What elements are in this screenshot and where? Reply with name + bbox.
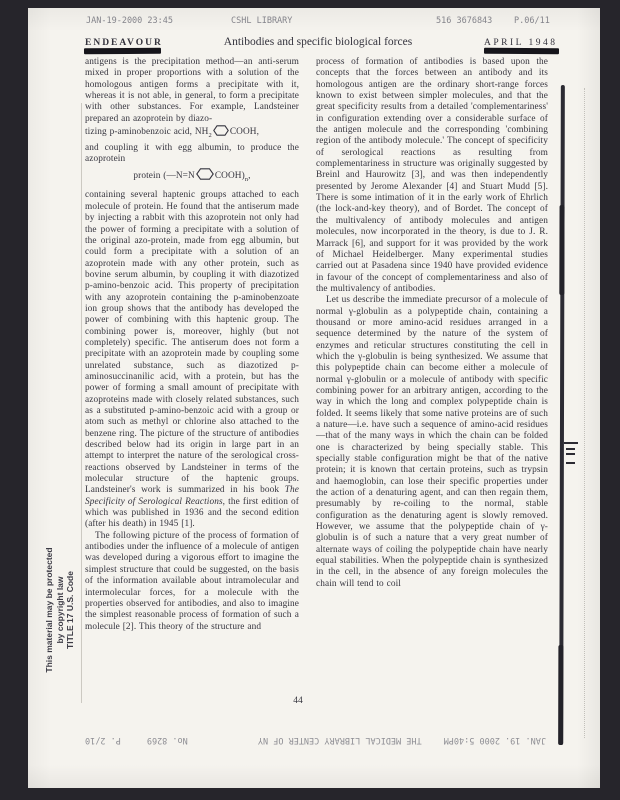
copyright-stamp-line: This material may be protected [44,547,54,673]
display-chemical-formula [85,168,299,188]
formula-text: protein (—N=N [133,170,195,181]
header-redaction-bar-left [84,48,161,55]
binding-tick-mark [564,442,578,444]
fax-footer-sender: THE MEDICAL LIBRARY CENTER OF NY [257,735,422,745]
formula-subscript: n [244,175,249,183]
left-column [85,57,299,633]
journal-name: ENDEAVOUR [85,38,163,48]
book-title-italic: The Specificity of Serological Reactions [85,485,299,507]
fax-header-phone: 516 3676843 [436,16,493,26]
header-redaction-bar-right [484,48,559,55]
formula-subscript: 2 [208,131,212,139]
formula-text: tizing p-aminobenzoic acid, NH [85,127,209,138]
copyright-stamp-line: TITLE 17 U.S. Code [65,571,75,649]
paragraph: process of formation of antibodies is based upon the concepts that the forces between an antibody and its homologous antigen are the ordinary short-range forces known to exist between simpler molecules, and that the great specificity results from a detailed 'complementariness' in configuration extending over a considerable surface of the antigen molecule and the corresponding 'combining region of the antibody molecule.' The concept of specificity of serological reactions as resulting from complementariness in structure was originally suggested by Breinl and Haurowitz [3], and was then independently presented by Jerome Alexander [4] and Stuart Mudd [5]. There is some intimation of it in the early work of Ehrlich (the lock-and-key theory), and of Bordet. The concept of the multivalency of antibody molecules and antigen molecules, now incorporated in the theory, is due to J. R. Marrack [6], and support for it was provided by the work of Michael Heidelberger. Many experimental studies carried out at Pasadena since 1940 have provided evidence in favour of the concept of complementariness and also of the multivalency of antibodies. [316,57,548,294]
scanned-page [28,8,600,788]
page-number: 44 [293,696,303,706]
fax-header-sender: CSHL LIBRARY [231,16,293,26]
copyright-stamp [44,535,78,685]
formula-text: , [248,170,251,181]
paragraph: Let us describe the immediate precursor of a molecule of normal γ-globulin as a polypeptide chain, containing a thousand or more amino-acid residues arranged in a sequence determined by the nature of the system of enzymes and reticular structures constituting the cell in which the γ-globulin is being synthesized. We assume that this polypeptide chain can become either a molecule of normal γ-globulin or a molecule of antibody with specific combining power for an arbitrary antigen, according to the way in which the long and complex polypeptide chain is folded. It seems likely that some native proteins are of such a nature—i.e. have such a sequence of amino-acid residues—that of the many ways in which the chain can be folded one is characterized by being specially stable. This specially stable configuration might be that of the native protein; it is known that certain proteins, such as trypsin and haemoglobin, can lose their specific properties under the action of a denaturing agent, and can then regain them, presumably by re-coiling to the normal, stable configuration as the denaturing agent is slowly removed. However, we assume that the polypeptide chain of γ-globulin is of such a nature that a very great number of alternate ways of coiling the polypeptide chain have nearly equal stabilities. When the polypeptide chain is synthesized in the cell, in the absence of any foreign molecules the chain will tend to coil [316,295,548,589]
formula-text: COOH, [229,127,260,138]
paragraph [85,190,299,530]
paragraph: antigens is the precipitation method—an anti-serum mixed in proper proportions with a solution of the homologous antigen forms a precipitate with it, whereas it is not able, in general, to form a precipitate with other substances. For example, Landsteiner prepared an azoprotein by diazo- [85,57,299,124]
paragraph: and coupling it with egg albumin, to produce the azoprotein [85,142,299,165]
benzene-ring-icon [213,125,229,142]
paragraph-text: containing several haptenic groups attached to each molecule of protein. He found that the antiserum made by injecting a rabbit with this azoprotein not only had the power of forming a precipitate with a solution of the original azo-protein, made from egg albumin, but could form a precipitate with a solution of an azoprotein made with any other protein, such as bovine serum albumin, by coupling it with diazotized p-amino-benzoic acid. This property of precipitation with any azoprotein containing the p-aminobenzoate ion group shows that the antibody has developed the power of combining with this haptenic group. The combining power is, moreover, highly (but not completely) specific. The antiserum does not form a precipitate with an azoprotein made by coupling some unrelated substance, such as diazotized p-aminosuccinanilic acid, with a protein, but has the power of forming a small amount of precipitate with azoproteins made with closely related substances, such as a substituted p-amino-benzoic acid with a group or atom such as methyl or chlorine also attached to the benzene ring. The picture of the structure of antibodies described below had its origin in large part in an attempt to interpret the nature of the serological cross-reactions observed by Landsteiner in terms of the molecular structure of the haptenic groups. Landsteiner's work is summarized in his book [85,190,299,496]
fax-footer-number: No. 8269 [146,735,188,745]
fax-footer-upside-down [83,735,546,745]
scan-fold-line [81,103,82,703]
fax-header-datetime: JAN-19-2000 23:45 [86,16,173,26]
right-column [316,57,548,633]
fax-header [28,16,600,28]
paragraph: The following picture of the process of formation of antibodies under the influence of a molecule of antigen was developed during a vigorous effort to imagine the simplest structure that could be suggested, on the basis of the information available about intramolecular and intermolecular forces, for a molecule with the properties observed for antibodies, and also to imagine the simplest reasonable process of formation of such a molecule [2]. This theory of the structure and [85,530,299,632]
fax-header-page-count: P.06/11 [514,16,550,26]
margin-pen-mark [566,448,575,464]
perforation-dotted-line [584,88,585,738]
fax-footer-datetime: JAN. 19. 2000 5:40PM [443,735,546,745]
benzene-ring-icon [196,168,214,186]
paragraph-text: , the first edition of which was published in 1936 and the second edition (after his death) in 1945 [1]. [85,496,299,530]
binding-shadow-line [559,85,565,745]
article-body [85,57,548,633]
fax-footer-page: P. 2/10 [85,735,121,745]
formula-text: COOH) [214,170,245,181]
inline-chemical-formula [85,125,299,143]
issue-date: APRIL 1948 [484,38,558,48]
copyright-stamp-line: by copyright law [54,576,65,644]
article-title: Antibodies and specific biological forces [223,36,413,48]
